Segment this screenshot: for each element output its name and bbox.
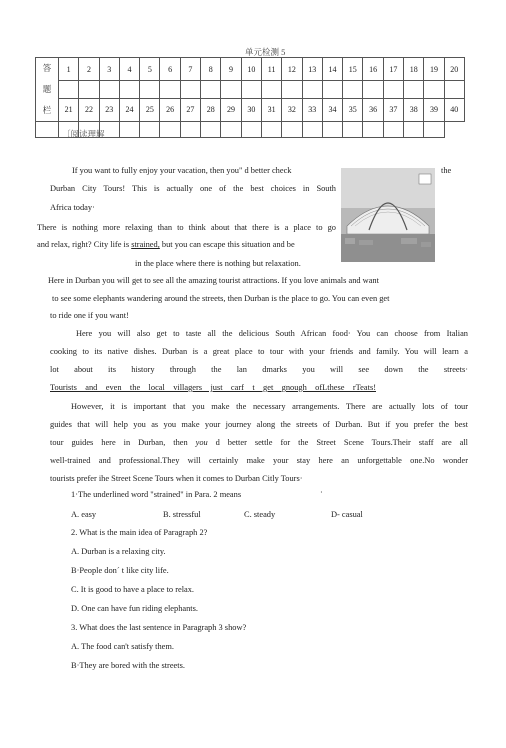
- answer-blank-cell: [444, 81, 464, 99]
- question-number-cell: 24: [119, 98, 139, 121]
- question-number-cell: 23: [99, 98, 119, 121]
- question-number-cell: 30: [241, 98, 261, 121]
- question-number-cell: 8: [201, 58, 221, 81]
- answer-blank-cell: [424, 81, 444, 99]
- answer-blank-cell: [180, 122, 200, 138]
- passage-line: lot about its history through the lan dmarks you will see down the streets·: [50, 365, 468, 374]
- question-number-cell: 5: [140, 58, 160, 81]
- underlined-word: strained,: [131, 240, 160, 249]
- option-a: A. The food can't satisfy them.: [71, 642, 174, 651]
- question-number-cell: 34: [322, 98, 342, 121]
- answer-blank-cell: [343, 81, 363, 99]
- section-title: 〔阅读理解: [62, 129, 105, 139]
- passage-line: Africa today·: [50, 203, 95, 212]
- question-number-cell: 14: [322, 58, 342, 81]
- answer-blank-cell: [201, 122, 221, 138]
- passage-line: tour guides here in Durban, then you d better settle for the Street Scene Tours.Their staff are all: [50, 438, 468, 447]
- passage-line: well-trained and professional.They will certainly make your stay here an unforgettable one.No wonder: [50, 456, 468, 465]
- answer-blank-cell: [99, 81, 119, 99]
- passage-line: to ride one if you want!: [50, 311, 129, 320]
- passage-line: If you want to fully enjoy your vacation, then you" d better check: [72, 166, 292, 175]
- option-d: D. One can have fun riding elephants.: [71, 604, 198, 613]
- question-number-cell: 7: [180, 58, 200, 81]
- answer-blank-cell: [302, 81, 322, 99]
- question-number-cell: 10: [241, 58, 261, 81]
- passage-line: guides that will help you as you make your journey along the streets of Durban. But if you prefer the best: [50, 420, 468, 429]
- question-number-cell: 3: [99, 58, 119, 81]
- passage-line: Here in Durban you will get to see all the amazing tourist attractions. If you love animals and want: [48, 276, 379, 285]
- answer-blank-cell: [363, 122, 383, 138]
- question-1: 1·The underlined word "strained" in Para. 2 means: [71, 490, 242, 499]
- question-number-cell: 4: [119, 58, 139, 81]
- passage-line: However, it is important that you make the necessary arrangements. There are actually lots of tour: [71, 402, 468, 411]
- answer-blank-cell: [160, 81, 180, 99]
- passage-line: Here you will also get to taste all the delicious South African food· You can choose from Italian: [76, 329, 468, 338]
- question-number-cell: 35: [343, 98, 363, 121]
- question-number-cell: 20: [444, 58, 464, 81]
- option-a: A. Durban is a relaxing city.: [71, 547, 166, 556]
- answer-blank-cell: [424, 122, 444, 138]
- question-number-cell: 19: [424, 58, 444, 81]
- question-number-cell: 31: [261, 98, 281, 121]
- answer-blank-cell: [282, 81, 302, 99]
- question-number-cell: 29: [221, 98, 241, 121]
- option-b: B·People don´ t like city life.: [71, 566, 169, 575]
- option-b: B. stressful: [163, 510, 201, 519]
- answer-blank-cell: [160, 122, 180, 138]
- question-number-cell: 26: [160, 98, 180, 121]
- answer-blank-cell: [59, 81, 79, 99]
- question-number-cell: 33: [302, 98, 322, 121]
- option-c: C. steady: [244, 510, 276, 519]
- answer-blank-cell: [363, 81, 383, 99]
- passage-line: tourists prefer ihe Street Scene Tours when it comes to Durban Citly Tours·: [50, 474, 303, 483]
- answer-blank-cell: [221, 122, 241, 138]
- answer-blank-cell: [322, 81, 342, 99]
- answer-table-row-1: [36, 58, 465, 81]
- answer-blank-cell: [343, 122, 363, 138]
- answer-table-label: 答 题 栏: [36, 58, 59, 122]
- page-header: 单元检测 5: [245, 47, 286, 57]
- question-number-cell: 18: [404, 58, 424, 81]
- answer-blank-cell: [36, 122, 59, 138]
- answer-blank-cell: [383, 81, 403, 99]
- answer-blank-cell: [241, 81, 261, 99]
- question-number-cell: 36: [363, 98, 383, 121]
- question-number-cell: 21: [59, 98, 79, 121]
- passage-line: to see some elephants wandering around the streets, then Durban is the place to go. You can even get: [52, 294, 390, 303]
- answer-blank-cell: [302, 122, 322, 138]
- option-d: D- casual: [331, 510, 363, 519]
- answer-blank-cell: [383, 122, 403, 138]
- question-3: 3. What does the last sentence in Paragraph 3 show?: [71, 623, 247, 632]
- answer-blank-cell: [221, 81, 241, 99]
- question-number-cell: 40: [444, 98, 464, 121]
- option-b: B·They are bored with the streets.: [71, 661, 185, 670]
- answer-table-row-2: [36, 98, 465, 121]
- passage-line: in the place where there is nothing but relaxation.: [135, 259, 301, 268]
- answer-blank-cell: [261, 81, 281, 99]
- question-number-cell: 9: [221, 58, 241, 81]
- question-number-cell: 2: [79, 58, 99, 81]
- answer-blank-cell: [322, 122, 342, 138]
- answer-blank-cell: [404, 122, 424, 138]
- answer-blank-cell: [180, 81, 200, 99]
- question-number-cell: 6: [160, 58, 180, 81]
- question-number-cell: 25: [140, 98, 160, 121]
- passage-line: the: [441, 166, 452, 175]
- passage-line: and relax, right? City life is strained, but you can escape this situation and be: [37, 240, 295, 249]
- question-number-cell: 15: [343, 58, 363, 81]
- answer-blank-cell: [140, 122, 160, 138]
- question-number-cell: 16: [363, 58, 383, 81]
- question-number-cell: 32: [282, 98, 302, 121]
- passage-line: Durban City Tours! This is actually one of the best choices in South: [50, 184, 336, 193]
- answer-blank-cell: [79, 81, 99, 99]
- answer-blank-cell: [140, 81, 160, 99]
- passage-line: cooking to its native dishes. Durban is a great place to tour with your friends and family. You will learn a: [50, 347, 468, 356]
- answer-blank-cell: [119, 81, 139, 99]
- question-number-cell: 37: [383, 98, 403, 121]
- question-number-cell: 28: [201, 98, 221, 121]
- question-1-dot: ·: [320, 488, 323, 497]
- answer-blank-cell: [201, 81, 221, 99]
- option-c: C. It is good to have a place to relax.: [71, 585, 195, 594]
- answer-blank-cell: [119, 122, 139, 138]
- answer-blank-cell: [241, 122, 261, 138]
- passage-line: Tourists and even the local villagers just carf t get gnough ofLthese rTeats!: [50, 383, 376, 392]
- stadium-image-icon: [341, 168, 435, 262]
- answer-sheet-table: [35, 57, 465, 138]
- stadium-photo: [341, 168, 435, 262]
- answer-blank-cell: [404, 81, 424, 99]
- passage-line: There is nothing more relaxing than to think about that there is a place to go: [37, 223, 336, 232]
- question-number-cell: 13: [302, 58, 322, 81]
- question-number-cell: 17: [383, 58, 403, 81]
- question-number-cell: 1: [59, 58, 79, 81]
- answer-blank-cell: [261, 122, 281, 138]
- question-2: 2. What is the main idea of Paragraph 2?: [71, 528, 208, 537]
- question-number-cell: 27: [180, 98, 200, 121]
- question-number-cell: 38: [404, 98, 424, 121]
- question-number-cell: 12: [282, 58, 302, 81]
- question-number-cell: 22: [79, 98, 99, 121]
- question-number-cell: 11: [261, 58, 281, 81]
- question-number-cell: 39: [424, 98, 444, 121]
- option-a: A. easy: [71, 510, 97, 519]
- answer-blank-cell: [282, 122, 302, 138]
- answer-table-row-1-blank: [36, 81, 465, 99]
